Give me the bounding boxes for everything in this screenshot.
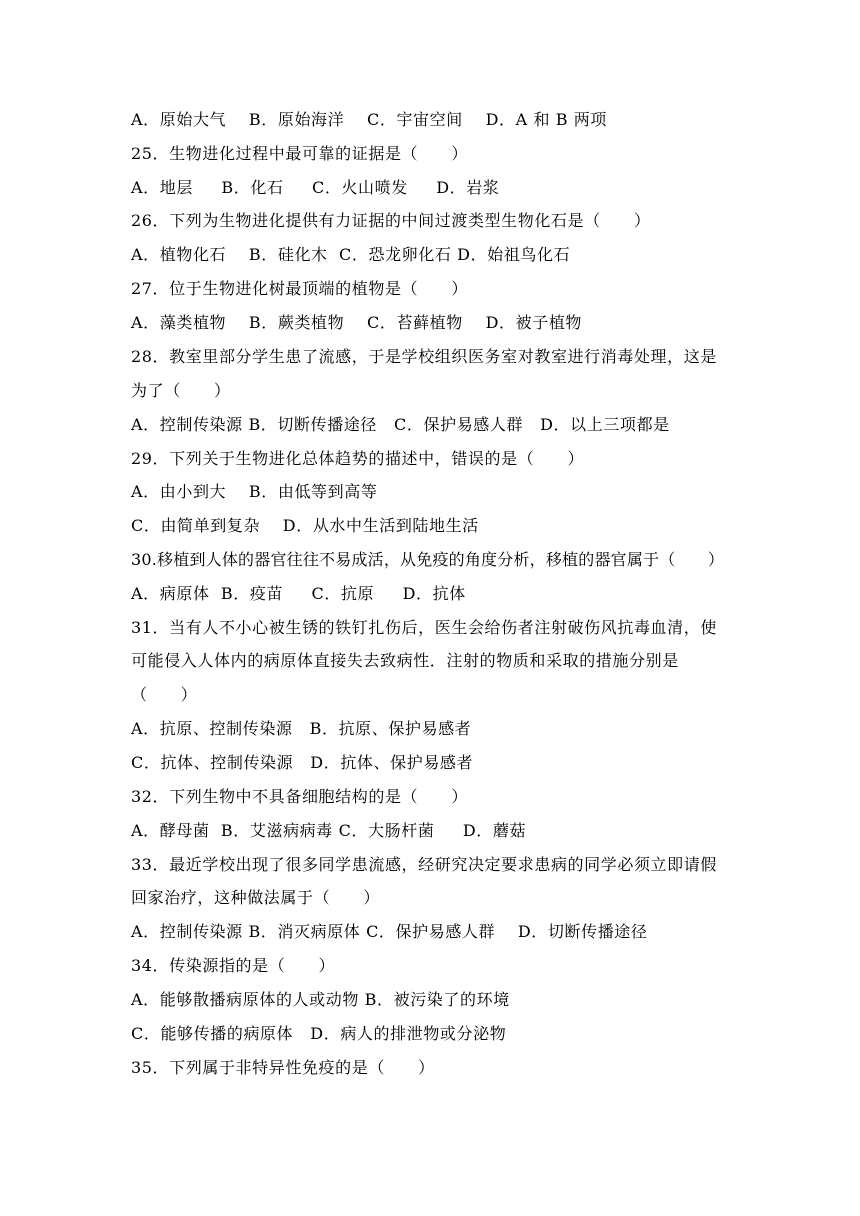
- q33-question-line1: 33．最近学校出现了很多同学患流感，经研究决定要求患病的同学必须立即请假: [131, 855, 717, 874]
- q31-options-cd: C．抗体、控制传染源 D．抗体、保护易感者: [131, 753, 474, 772]
- q30-question: 30.移植到人体的器官往往不易成活，从免疫的角度分析，移植的器官属于（ ）: [131, 550, 725, 569]
- q32-options: A．酵母菌 B．艾滋病病毒 C．大肠杆菌 D．蘑菇: [131, 821, 527, 840]
- q28-question-line1: 28．教室里部分学生患了流感，于是学校组织医务室对教室进行消毒处理，这是: [131, 347, 717, 366]
- q25-question: 25．生物进化过程中最可靠的证据是（ ）: [131, 144, 468, 163]
- q27-options: A．藻类植物 B．蕨类植物 C．苔藓植物 D．被子植物: [131, 313, 583, 332]
- q29-options-ab: A．由小到大 B．由低等到高等: [131, 482, 378, 501]
- q33-question-line2: 回家治疗，这种做法属于（ ）: [131, 888, 381, 907]
- q25-options: A．地层 B．化石 C．火山喷发 D．岩浆: [131, 178, 500, 197]
- q26-question: 26．下列为生物进化提供有力证据的中间过渡类型生物化石是（ ）: [131, 211, 651, 230]
- q35-question: 35．下列属于非特异性免疫的是（ ）: [131, 1058, 435, 1077]
- q32-question: 32．下列生物中不具备细胞结构的是（ ）: [131, 787, 468, 806]
- q34-question: 34．传染源指的是（ ）: [131, 956, 336, 975]
- q31-question-line3: （ ）: [131, 685, 198, 704]
- q28-options: A．控制传染源 B．切断传播途径 C．保护易感人群 D．以上三项都是: [131, 415, 670, 434]
- q31-question-line2: 可能侵入人体内的病原体直接失去致病性．注射的物质和采取的措施分别是: [131, 651, 679, 670]
- q34-options-ab: A．能够散播病原体的人或动物 B．被污染了的环境: [131, 990, 510, 1009]
- q27-question: 27．位于生物进化树最顶端的植物是（ ）: [131, 279, 468, 298]
- q28-question-line2: 为了（ ）: [131, 381, 231, 400]
- q30-options: A．病原体 B．疫苗 C．抗原 D．抗体: [131, 584, 466, 603]
- q34-options-cd: C．能够传播的病原体 D．病人的排泄物或分泌物: [131, 1024, 507, 1043]
- q33-options: A．控制传染源 B．消灭病原体 C．保护易感人群 D．切断传播途径: [131, 922, 648, 941]
- q24-options: A．原始大气 B．原始海洋 C．宇宙空间 D．A 和 B 两项: [131, 110, 607, 129]
- q29-options-cd: C．由简单到复杂 D．从水中生活到陆地生活: [131, 516, 479, 535]
- q31-question-line1: 31．当有人不小心被生锈的铁钉扎伤后，医生会给伤者注射破伤风抗毒血清，使: [131, 618, 717, 637]
- q26-options: A．植物化石 B．硅化木 C．恐龙卵化石 D．始祖鸟化石: [131, 245, 571, 264]
- q31-options-ab: A．抗原、控制传染源 B．抗原、保护易感者: [131, 719, 472, 738]
- q29-question: 29．下列关于生物进化总体趋势的描述中，错误的是（ ）: [131, 449, 585, 468]
